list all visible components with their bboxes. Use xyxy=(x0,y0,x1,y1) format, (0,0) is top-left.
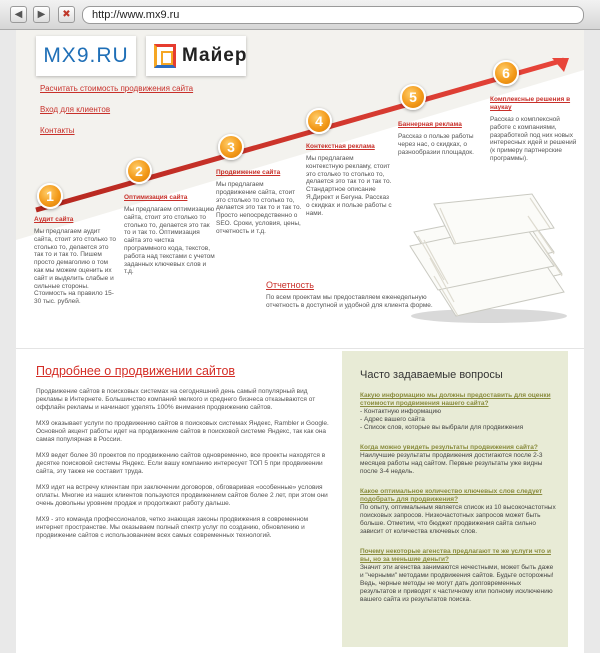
faq-answer xyxy=(360,504,556,536)
faq-question[interactable]: Когда можно увидеть результаты продвижения сайта? xyxy=(360,444,538,451)
faq-answer-line: - Адрес вашего сайта xyxy=(360,416,425,423)
faq-item xyxy=(360,444,556,476)
step-6-title[interactable]: Комплексные решения в наукау xyxy=(490,96,571,111)
step-1-text: Мы предлагаем аудит сайта, стоит это столько то столько то, делается это так то и так то. Пишем просто демаголию о том как мы можем оценить их сайт и выделить слабые и сильные стороны. Стоимость на правило 15-30 тыс. рублей. xyxy=(34,228,116,306)
seo-info-section xyxy=(36,364,332,548)
step-1 xyxy=(34,216,116,306)
step-2-title[interactable]: Оптимизация сайта xyxy=(124,194,188,201)
faq-answer xyxy=(360,408,556,432)
step-3-text: Мы предлагаем продвижение сайта, стоит это столько то столько то, делается это так то и так то. Просто непосредственно о SEO. Сроки, условия, цены, отчетность и т.д. xyxy=(216,181,302,235)
faq-question[interactable]: Почему некоторые агенства предлагают те же услуги что и вы, но за меньшие деньги? xyxy=(360,548,551,563)
faq-answer xyxy=(360,452,556,476)
faq-answer-line: - Список слов, которые вы выбрали для продвижения xyxy=(360,424,524,431)
faq-answer-line: Наилучшие результаты продвижения достигаются после 2-3 месяцев работы над сайтом. Первые результаты уже видны после 3-4 недель. xyxy=(360,452,543,475)
faq-question[interactable]: Какую информацию мы должны предоставить для оценки стоимости продвижения нашего сайта? xyxy=(360,392,551,407)
seo-paragraph-1: Продвижение сайтов в поисковых системах на сегодняшний день самый популярный вид рекламы в Интернете. Большинство компаний мелкого и среднего бизнеса отказываются от оффлайн рекламы и начинают уделять 100% внимания продвижению сайтов. xyxy=(36,388,316,411)
step-3-title[interactable]: Продвижение сайта xyxy=(216,169,281,176)
faq-item xyxy=(360,392,556,432)
step-6-circle: 6 xyxy=(493,60,519,86)
section-divider xyxy=(16,348,584,349)
faq-answer-line: - Контактную информацию xyxy=(360,408,442,415)
faq-answer-line: Значит эти агенства занимаются нечестными, может быть даже и "черными" методами продвижения сайтов. Будьте осторожны! Ведь, черные методы не могут дать долговременных результатов и приводят к частичному или полному исключению вашего сайта из результатов поиска. xyxy=(360,564,554,603)
contacts-link[interactable]: Контакты xyxy=(40,126,75,135)
calc-cost-link[interactable]: Расчитать стоимость продвижения сайта xyxy=(40,84,194,93)
faq-heading: Часто задаваемые вопросы xyxy=(360,369,503,381)
step-4-circle: 4 xyxy=(306,108,332,134)
step-4-text: Мы предлагаем контекстную рекламу, стоит это столько то столько то, делается это так то и так то. Стандартное описание Я.Директ и Бегуна. Рассказ о скидках и пользе работы с нами. xyxy=(306,155,392,217)
step-1-title[interactable]: Аудит сайта xyxy=(34,216,74,223)
seo-paragraph-2: MX9 оказывает услуги по продвижению сайтов в поисковых системах Яндекс, Rambler и Google. Основной акцент работы идет на продвижение сайтов в поисковой системе Яндекс, так как она самая популярная в России. xyxy=(36,420,329,443)
step-4-title[interactable]: Контекстная реклама xyxy=(306,143,375,150)
step-3 xyxy=(216,169,304,236)
seo-heading[interactable]: Подробнее о продвижении сайтов xyxy=(36,364,236,378)
step-2 xyxy=(124,194,216,276)
step-5-circle: 5 xyxy=(400,84,426,110)
seo-paragraph-4: MX9 идет на встречу клиентам при заключении договоров, обговаривая «особенные» условия оплаты. Многие из наших клиентов пользуются продвижением сайтов более 2 лет, при этом они очень довольны уровнем продаж и продолжают работу дальше. xyxy=(36,484,328,507)
faq-panel xyxy=(342,351,568,647)
reporting-text: По всем проектам мы предоставляем еженедельную отчетность в доступной и удобной для клиента форме. xyxy=(266,294,433,309)
maier-logo-mark-icon xyxy=(154,44,176,68)
close-icon[interactable]: ✖ xyxy=(58,6,75,23)
address-bar[interactable]: http://www.mx9.ru xyxy=(82,6,584,24)
faq-item xyxy=(360,488,556,536)
reporting-block xyxy=(266,280,446,310)
hero-section xyxy=(16,30,584,348)
faq-item xyxy=(360,548,556,604)
step-5-text: Рассказ о пользе работы через нас, о скидках, о разнообразии площадок. xyxy=(398,133,474,156)
step-3-circle: 3 xyxy=(218,134,244,160)
browser-toolbar xyxy=(0,0,600,30)
step-5-title[interactable]: Баннерная реклама xyxy=(398,121,462,128)
faq-answer-line: По опыту, оптимальным является список из 10 высокочастотных поисковых запросов. Низкочастотных запросов может быть больше. Отметим, что бюджет продвижения сайта сильно зависит от количества ключевых слов. xyxy=(360,504,556,535)
seo-paragraph-5: MX9 - это команда профессионалов, четко знающая законы продвижения в современном интернет пространстве. Мы оказываем полный спектр услуг по созданию, обновлению и продвижение сайтов с использованием всех самых современных технологий. xyxy=(36,516,309,539)
forward-icon[interactable]: ▶ xyxy=(33,6,50,23)
step-6-text: Рассказ о комплексной работе с компаниями, разработкой под них новых интересных идей и решений (к примеру партнерские программы). xyxy=(490,116,577,162)
client-login-link[interactable]: Вход для клиентов xyxy=(40,105,111,114)
step-4 xyxy=(306,143,392,217)
step-6 xyxy=(490,96,578,163)
step-5 xyxy=(398,121,486,156)
step-1-circle: 1 xyxy=(37,183,63,209)
mx9-logo[interactable]: MX9.RU xyxy=(36,36,136,76)
back-icon[interactable]: ◀ xyxy=(10,6,27,23)
seo-paragraph-3: MX9 ведет более 30 проектов по продвижению сайтов одновременно, все проекты находятся в десятке поисковой системы Яндекс. Если вашу компанию интересует ТОП 5 при продвижении сайта, эту также не составит труда. xyxy=(36,452,326,475)
top-links xyxy=(40,84,193,147)
maier-logo[interactable] xyxy=(146,36,246,76)
maier-logo-text: Майер xyxy=(182,45,248,66)
reporting-title[interactable]: Отчетность xyxy=(266,280,314,290)
page xyxy=(16,30,584,653)
step-2-text: Мы предлагаем оптимизацию сайта, стоит это столько то столько то, делается это так то и так то. Оптимизация сайта это чистка программного кода, текстов, работа над текстами с учетом заданных ключевых слов и т.д. xyxy=(124,206,215,276)
step-2-circle: 2 xyxy=(126,158,152,184)
faq-answer xyxy=(360,564,556,604)
faq-question[interactable]: Какое оптимальное количество ключевых слов следует подобрать для продвижения? xyxy=(360,488,543,503)
